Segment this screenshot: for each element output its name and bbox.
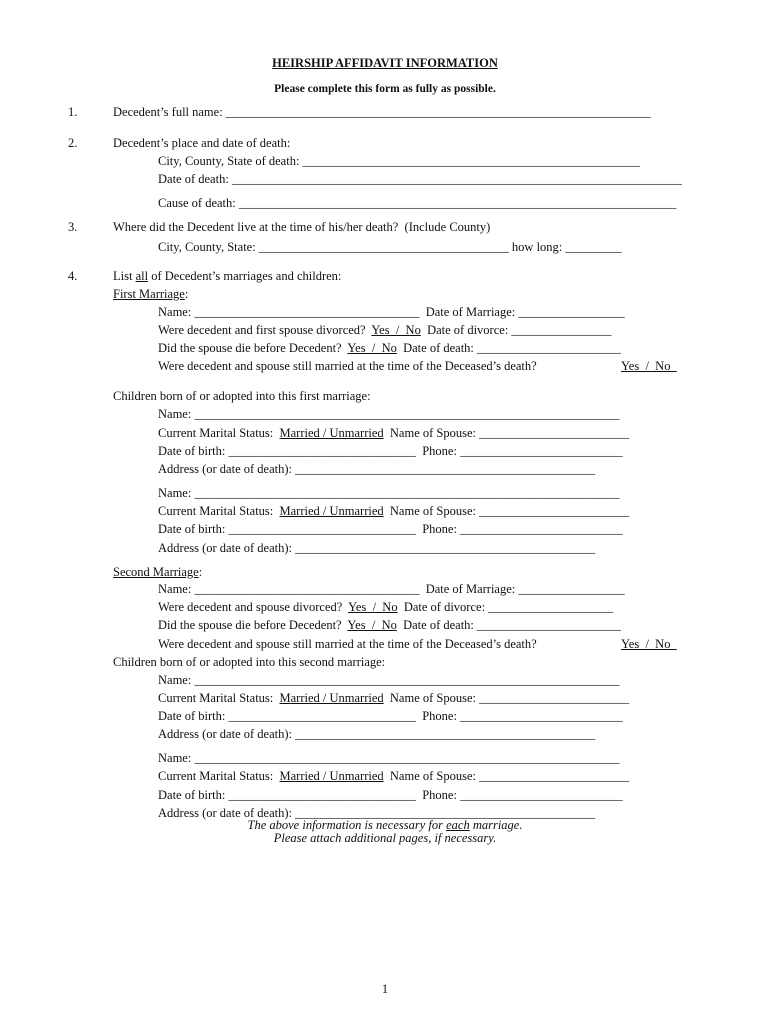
- child-marital-status: Current Marital Status: Married / Unmarried Name of Spouse: ________________________: [158, 504, 630, 518]
- q2-number: 2.: [68, 136, 78, 150]
- q4-number: 4.: [68, 269, 78, 283]
- q1-decedent-name: Decedent’s full name: ____________________________________________________________________: [113, 105, 651, 119]
- first-marriage-spouse-died: Did the spouse die before Decedent? Yes / No Date of death: _______________________: [158, 341, 621, 355]
- page-number: 1: [381, 982, 389, 996]
- q2-city-county-state: City, County, State of death: ______________________________________________________: [158, 154, 641, 168]
- second-marriage-divorced: Were decedent and spouse divorced? Yes / No Date of divorce: ____________________: [158, 600, 614, 614]
- child-address: Address (or date of death): ________________________________________________: [158, 806, 596, 820]
- first-marriage-name: Name: ____________________________________ Date of Marriage: _________________: [158, 305, 625, 319]
- first-marriage-still-married: Were decedent and spouse still married at the time of the Deceased’s death?: [158, 359, 537, 373]
- q3-text: Where did the Decedent live at the time of his/her death? (Include County): [113, 220, 491, 234]
- q1-number: 1.: [68, 105, 78, 119]
- q2-text: Decedent’s place and date of death:: [113, 136, 291, 150]
- q3-number: 3.: [68, 220, 78, 234]
- second-marriage-heading: Second Marriage:: [113, 565, 203, 579]
- first-marriage-divorced: Were decedent and first spouse divorced? Yes / No Date of divorce: ________________: [158, 323, 612, 337]
- child-name: Name: ____________________________________________________________________: [158, 486, 620, 500]
- second-marriage-still-married: Were decedent and spouse still married at the time of the Deceased’s death?: [158, 637, 537, 651]
- first-marriage-heading: First Marriage:: [113, 287, 189, 301]
- second-marriage-children-heading: Children born of or adopted into this second marriage:: [113, 655, 386, 669]
- child-name: Name: ____________________________________________________________________: [158, 407, 620, 421]
- q2-date-of-death: Date of death: ________________________________________________________________________: [158, 172, 682, 186]
- second-marriage-name: Name: ____________________________________ Date of Marriage: _________________: [158, 582, 625, 596]
- child-date-of-birth-phone: Date of birth: ______________________________ Phone: __________________________: [158, 522, 623, 536]
- footer-note: The above information is necessary for each marriage.: [247, 818, 523, 832]
- first-marriage-children-heading: Children born of or adopted into this first marriage:: [113, 389, 371, 403]
- first-marriage-still-married-yes-no: Yes / No: [621, 359, 677, 373]
- q2-cause-of-death: Cause of death: ______________________________________________________________________: [158, 196, 677, 210]
- form-title: HEIRSHIP AFFIDAVIT INFORMATION: [272, 56, 498, 70]
- second-marriage-still-married-yes-no: Yes / No: [621, 637, 677, 651]
- child-marital-status: Current Marital Status: Married / Unmarried Name of Spouse: ________________________: [158, 426, 630, 440]
- child-address: Address (or date of death): ________________________________________________: [158, 727, 596, 741]
- form-subtitle: Please complete this form as fully as possible.: [274, 83, 496, 95]
- child-date-of-birth-phone: Date of birth: ______________________________ Phone: __________________________: [158, 444, 623, 458]
- child-address: Address (or date of death): ________________________________________________: [158, 462, 596, 476]
- second-marriage-spouse-died: Did the spouse die before Decedent? Yes / No Date of death: _______________________: [158, 618, 621, 632]
- child-date-of-birth-phone: Date of birth: ______________________________ Phone: __________________________: [158, 788, 623, 802]
- child-name: Name: ____________________________________________________________________: [158, 673, 620, 687]
- child-marital-status: Current Marital Status: Married / Unmarried Name of Spouse: ________________________: [158, 769, 630, 783]
- footer-note-attach-pages: Please attach additional pages, if necessary.: [273, 831, 497, 845]
- child-marital-status: Current Marital Status: Married / Unmarried Name of Spouse: ________________________: [158, 691, 630, 705]
- child-name: Name: ____________________________________________________________________: [158, 751, 620, 765]
- child-date-of-birth-phone: Date of birth: ______________________________ Phone: __________________________: [158, 709, 623, 723]
- q3-city-county-state: City, County, State: ________________________________________ how long: _________: [158, 240, 622, 254]
- q4-text: List all of Decedent’s marriages and children:: [113, 269, 342, 283]
- child-address: Address (or date of death): ________________________________________________: [158, 541, 596, 555]
